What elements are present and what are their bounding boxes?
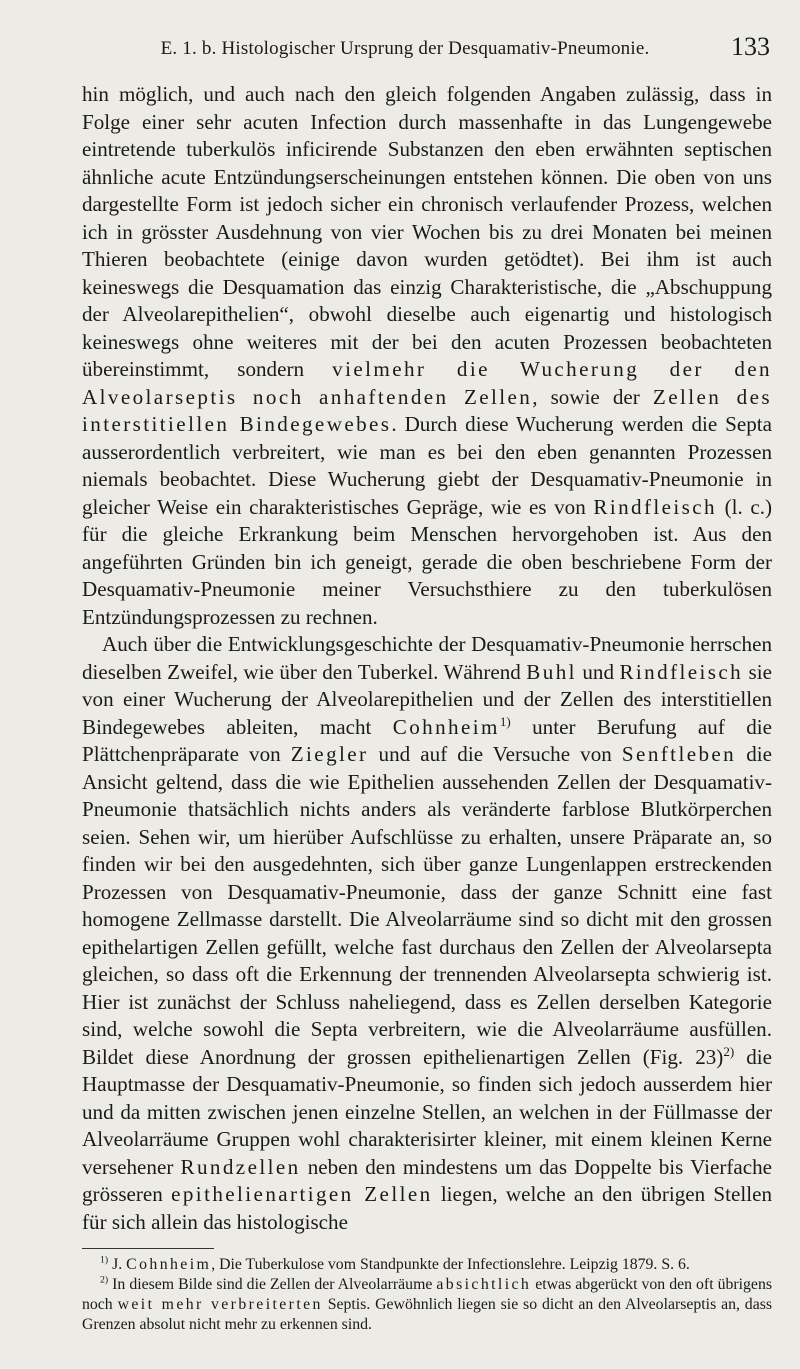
text-run: In diesem Bilde sind die Zellen der Alveolarräume xyxy=(108,1276,437,1293)
author-name: Cohnheim xyxy=(392,714,500,739)
text-run: , sowie der xyxy=(532,384,653,409)
spaced-emphasis: epithelienartigen Zellen xyxy=(171,1182,433,1206)
footnote-marker: 2) xyxy=(100,1274,109,1286)
text-run: und auf die Versuche von xyxy=(368,742,622,766)
spaced-emphasis: weit mehr verbreiterten xyxy=(117,1296,323,1313)
text-run: . Durch diese Wucherung werden die Septa ausserordentlich verbreitert, wie man es bei den eben genannten Prozessen niemals beobachtet. Diese Wucherung giebt der Desquamativ-Pneumonie in gleicher Weise ein charakteristisches Gepräge, wie es von xyxy=(82,412,772,519)
text-run: die Ansicht geltend, dass die wie Epithelien aussehenden Zellen der Desquamativ-Pneumonie thatsächlich nichts anders als veränderte farblose Blutkörperchen seien. Sehen wir, um hierüber Aufschlüsse zu erhalten, unsere Präparate an, so finden wir bei den ausgedehnten, sich über ganze Lungenlappen erstreckenden Prozessen von Desquamativ-Pneumonie, dass der ganze Schnitt eine fast homogene Zellmasse darstellt. Die Alveolarräume sind so dicht mit den grossen epithelartigen Zellen gefüllt, welche fast durchaus den Zellen der Alveolarsepta gleichen, so dass oft die Erkennung der trennenden Alveolarsepta schwierig ist. Hier ist zunächst der Schluss naheliegend, dass es Zellen derselben Kategorie sind, welche sowohl die Septa verbreitern, wie die Alveolarräume ausfüllen. Bildet diese Anordnung der grossen epithelienartigen Zellen (Fig. 23) xyxy=(82,742,772,1069)
text-run: hin möglich, und auch nach den gleich folgenden Angaben zulässig, dass in Folge einer sehr acuten Infection durch massenhafte in das Lungengewebe eintretende tuberkulös inficirende Substanzen den eben erwähnten septischen ähnliche acute Entzündungserscheinungen entstehen können. Die oben von uns dargestellte Form ist jedoch sicher ein chronisch verlaufender Prozess, welchen ich in grösster Ausdehnung von vier Wochen bis zu drei Monaten bei meinen Thieren beobachtete (einige davon wurden getödtet). Bei ihm ist auch keineswegs die Desquamation das einzig Charakteristische, die „Abschuppung der Alveolarepithelien“, obwohl dieselbe auch eigenartig und histologisch keineswegs ohne weiteres mit der bei den acuten Prozessen beobachteten übereinstimmt, sondern xyxy=(82,82,772,381)
spaced-emphasis: vielmehr die Wucherung der den Alveolarseptis noch anhaftenden Zellen xyxy=(82,357,772,409)
text-run: neben den mindestens um das Doppelte bis Vierfache grösseren xyxy=(82,1154,772,1206)
text-run: J. xyxy=(108,1256,127,1273)
text-run: etwas abgerückt von den oft übrigens noch xyxy=(82,1276,772,1313)
text-run: , Die Tuberkulose vom Standpunkte der Infectionslehre. Leipzig 1879. S. 6. xyxy=(211,1256,690,1273)
main-text xyxy=(82,81,772,1236)
paragraph-1 xyxy=(82,81,772,631)
text-run: (l. c.) für die gleiche Erkrankung beim Menschen hervorgehoben ist. Aus den angeführten Gründen bin ich geneigt, gerade die oben beschriebene Form der Desquamativ-Pneumonie meiner Versuchsthiere zu den tuberkulösen Entzündungsprozessen zu rechnen. xyxy=(82,494,772,629)
author-name: Buhl xyxy=(526,659,577,684)
text-run: unter Berufung auf die Plättchenpräparate von xyxy=(82,714,773,766)
author-name: Rindfleisch xyxy=(593,494,717,519)
text-run: Auch über die Entwicklungsgeschichte der Desquamativ-Pneumonie herrschen dieselben Zweifel, wie über den Tuberkel. Während xyxy=(82,632,772,684)
text-run: Septis. Gewöhnlich liegen sie so dicht an den Alveolarseptis an, dass Grenzen absolut nicht mehr zu erkennen sind. xyxy=(82,1296,772,1333)
spaced-emphasis: Zellen des interstitiellen Bindegewebes xyxy=(82,384,772,436)
text-run: sie von einer Wucherung der Alveolarepithelien und der Zellen des interstitiellen Bindegewebes ableiten, macht xyxy=(82,659,772,739)
footnote-ref-1: 1) xyxy=(499,713,511,729)
text-run: die Hauptmasse der Desquamativ-Pneumonie, so finden sich jedoch ausserdem hier und da mitten zwischen jenen einzelne Stellen, an welchen in der Füllmasse der Alveolarräume Gruppen wohl charakterisirter kleiner, mit einem kleinen Kerne versehener xyxy=(82,1044,772,1179)
text-run: liegen, welche an den übrigen Stellen für sich allein das histologische xyxy=(82,1182,772,1234)
page-number: 133 xyxy=(731,32,770,61)
footnote-ref-2: 2) xyxy=(723,1043,735,1059)
footnote-marker: 1) xyxy=(100,1254,109,1266)
author-name: Cohnheim xyxy=(126,1256,212,1273)
footnotes xyxy=(82,1255,772,1335)
running-header xyxy=(100,32,770,64)
author-name: Ziegler xyxy=(290,742,369,766)
footnote-2 xyxy=(82,1275,772,1335)
footnote-divider xyxy=(82,1248,214,1249)
running-title: E. 1. b. Histologischer Ursprung der Desquamativ-Pneumonie. xyxy=(160,38,650,59)
author-name: Senftleben xyxy=(621,742,737,766)
author-name: Rindfleisch xyxy=(619,659,744,684)
spaced-emphasis: Rundzellen xyxy=(180,1154,301,1179)
spaced-emphasis: absichtlich xyxy=(436,1276,532,1293)
footnote-1 xyxy=(82,1255,772,1275)
text-run: und xyxy=(576,659,620,684)
paragraph-2 xyxy=(82,631,772,1236)
